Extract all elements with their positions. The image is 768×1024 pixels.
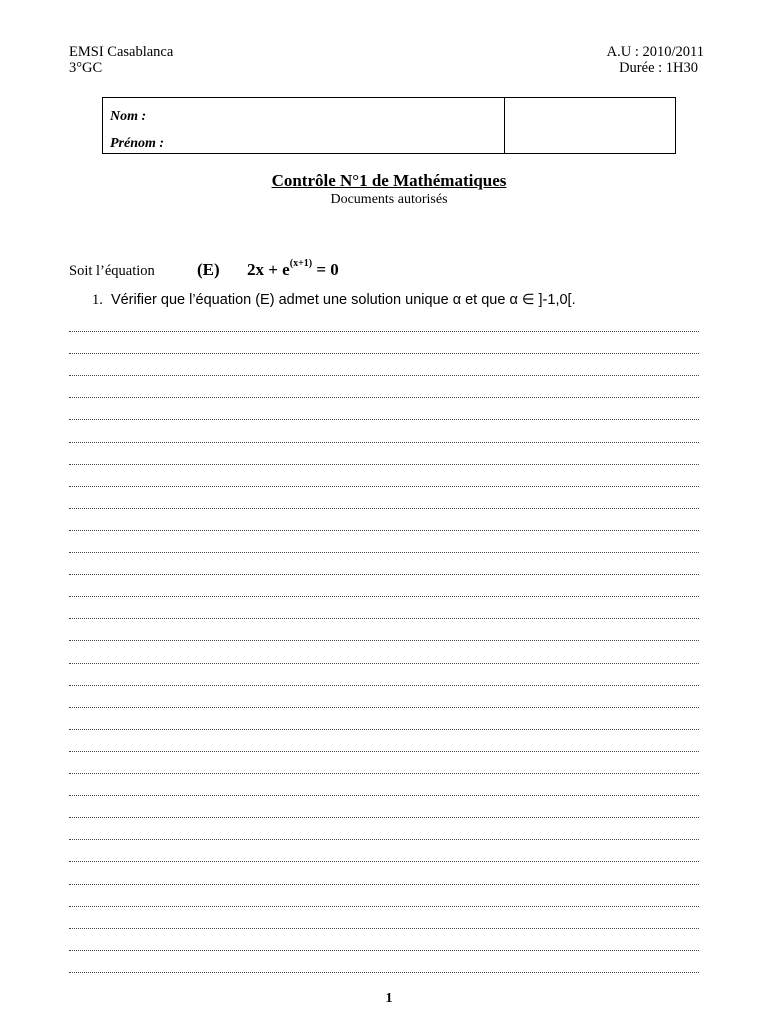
answer-line[interactable] (69, 928, 699, 929)
question-1 (92, 292, 576, 309)
answer-line[interactable] (69, 375, 699, 376)
answer-line[interactable] (69, 751, 699, 752)
equation-exponent: (x+1) (289, 258, 313, 270)
answer-line[interactable] (69, 685, 699, 686)
answer-line[interactable] (69, 508, 699, 509)
equation-intro: Soit l’équation (69, 263, 155, 279)
answer-line[interactable] (69, 663, 699, 664)
answer-line[interactable] (69, 640, 699, 641)
page-number: 1 (385, 991, 393, 1006)
equation-rhs: = 0 (312, 260, 339, 279)
question-text: Vérifier que l’équation (E) admet une solution unique α et que α ∈ ]-1,0[. (110, 292, 576, 308)
answer-line[interactable] (69, 817, 699, 818)
answer-line[interactable] (69, 353, 699, 354)
answer-line[interactable] (69, 596, 699, 597)
answer-line[interactable] (69, 486, 699, 487)
answer-line[interactable] (69, 331, 699, 332)
equation-expression (247, 260, 339, 280)
answer-line[interactable] (69, 464, 699, 465)
answer-line[interactable] (69, 442, 699, 443)
answer-line[interactable] (69, 972, 699, 973)
answer-line[interactable] (69, 884, 699, 885)
answer-line[interactable] (69, 795, 699, 796)
id-box-divider (504, 98, 505, 153)
equation-label: (E) (197, 260, 220, 279)
equation-lhs: 2x + e (247, 260, 290, 279)
answer-line[interactable] (69, 530, 699, 531)
nom-label: Nom : (110, 109, 147, 124)
academic-year: A.U : 2010/2011 (606, 44, 704, 60)
answer-line[interactable] (69, 950, 699, 951)
answer-line[interactable] (69, 861, 699, 862)
answer-line[interactable] (69, 729, 699, 730)
answer-line[interactable] (69, 552, 699, 553)
answer-line[interactable] (69, 773, 699, 774)
prenom-label: Prénom : (110, 136, 165, 151)
answer-line[interactable] (69, 618, 699, 619)
answer-line[interactable] (69, 707, 699, 708)
question-number: 1. (92, 292, 103, 308)
exam-duration: Durée : 1H30 (619, 60, 698, 76)
class-name: 3°GC (69, 60, 103, 76)
exam-title: Contrôle N°1 de Mathématiques (271, 171, 507, 190)
exam-subtitle: Documents autorisés (330, 192, 448, 207)
student-id-box (102, 97, 676, 154)
answer-line[interactable] (69, 839, 699, 840)
answer-line[interactable] (69, 419, 699, 420)
answer-line[interactable] (69, 397, 699, 398)
answer-line[interactable] (69, 906, 699, 907)
school-name: EMSI Casablanca (69, 44, 174, 60)
answer-line[interactable] (69, 574, 699, 575)
